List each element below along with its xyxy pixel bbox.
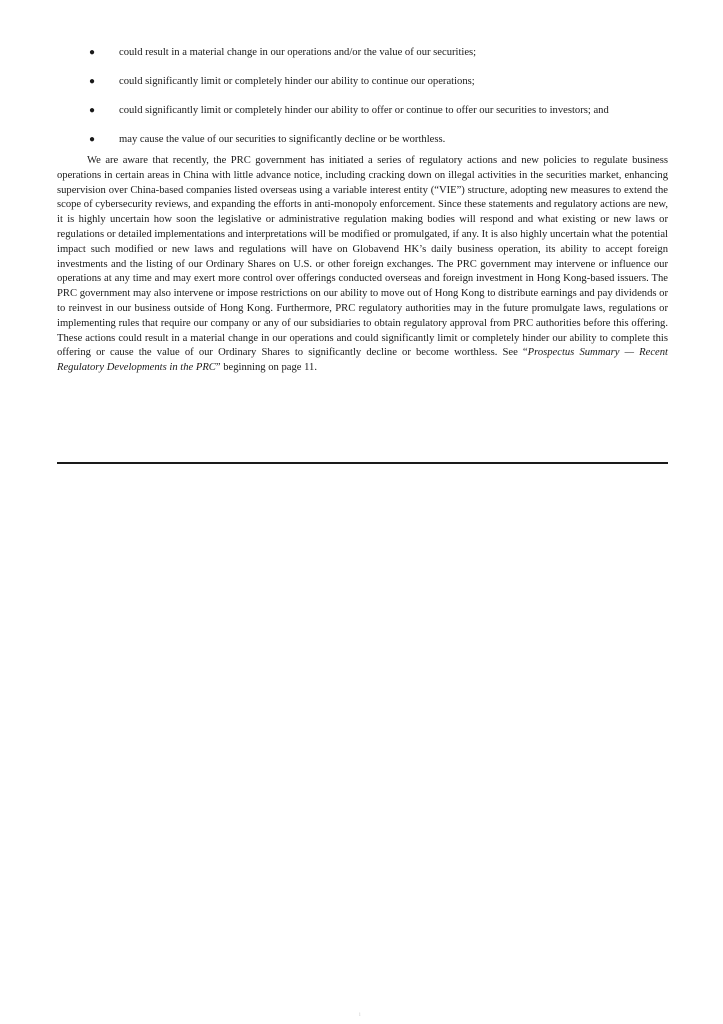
list-item — [57, 132, 668, 147]
bullet-text: could significantly limit or completely hinder our ability to continue our operations; — [119, 76, 475, 87]
list-item — [57, 45, 668, 60]
regulatory-paragraph — [57, 154, 668, 376]
bullet-icon: ● — [89, 105, 96, 116]
risk-bullet-list — [57, 45, 668, 147]
document-page — [57, 45, 668, 376]
list-item — [57, 74, 668, 89]
paragraph-body: We are aware that recently, the PRC government has initiated a series of regulatory actions and new policies to regulate business operations in certain areas in China with little advance notice, including cracking down on illegal activities in the securities market, enhancing supervision over China-based companies listed overseas using a variable interest entity (“VIE”) structure, adopting new measures to extend the scope of cybersecurity reviews, and expanding the efforts in anti-monopoly enforcement. Since these statements and regulatory actions are new, it is highly uncertain how soon the legislative or administrative regulation making bodies will respond and what existing or new laws or regulations or detailed implementations and interpretations will be modified or promulgated, if any. It is also highly uncertain what the potential impact such modified or new laws and regulations will have on Globavend HK’s daily business operation, its ability to accept foreign investments and the listing of our Ordinary Shares on U.S. or other foreign exchanges. The PRC government may intervene or influence our operations at any time and may exert more control over offerings conducted overseas and foreign investment in Hong Kong-based issuers. The PRC government may also intervene or impose restrictions on our ability to move out of Hong Kong to distribute earnings and pay dividends or to reinvest in our business outside of Hong Kong. Furthermore, PRC regulatory authorities may in the future promulgate laws, regulations or implementing rules that require our company or any of our subsidiaries to obtain regulatory approval from PRC authorities before this offering. These actions could result in a material change in our operations and could significantly limit or completely hinder our ability to complete this offering or cause the value of our Ordinary Shares to significantly decline or become worthless. See “ — [57, 155, 668, 359]
bullet-icon: ● — [89, 47, 96, 58]
bullet-text: could significantly limit or completely hinder our ability to offer or continue to offer our securities to investors; and — [119, 105, 609, 116]
list-item — [57, 103, 668, 118]
section-divider — [57, 462, 668, 464]
bullet-icon: ● — [89, 76, 96, 87]
page-number: i — [359, 1012, 361, 1018]
cross-reference-link: Prospectus Summary — Recent Regulatory Developments in the PRC — [57, 347, 668, 374]
bullet-icon: ● — [89, 134, 96, 145]
bullet-text: could result in a material change in our operations and/or the value of our securities; — [119, 47, 477, 58]
bullet-text: may cause the value of our securities to significantly decline or be worthless. — [119, 134, 446, 145]
paragraph-tail: ” beginning on page 11. — [215, 362, 317, 374]
